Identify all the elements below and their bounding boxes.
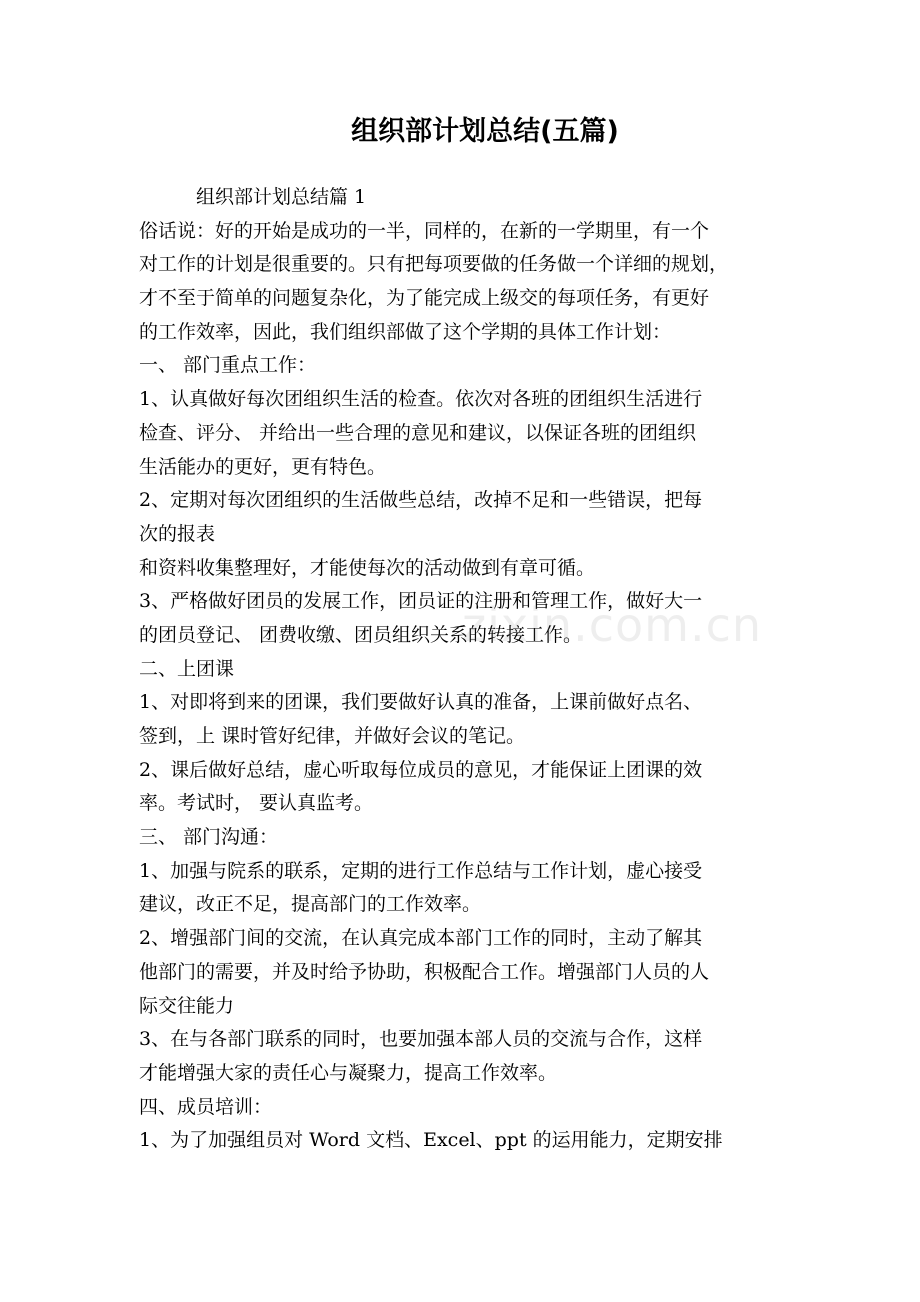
paragraph-line: 和资料收集整理好，才能使每次的活动做到有章可循。 [139, 556, 596, 579]
paragraph-line: 他部门的需要，并及时给予协助，积极配合工作。增强部门人员的人 [139, 960, 710, 983]
paragraph-line: 对工作的计划是很重要的。只有把每项要做的任务做一个详细的规划， [139, 253, 729, 276]
section-heading: 组织部计划总结篇 1 [196, 186, 367, 208]
list-heading: 四、成员培训： [139, 1095, 273, 1118]
paragraph-line: 才不至于简单的问题复杂化，为了能完成上级交的每项任务，有更好 [139, 287, 710, 310]
paragraph-line: 才能增强大家的责任心与凝聚力，提高工作效率。 [139, 1061, 558, 1084]
paragraph-line: 生活能办的更好，更有特色。 [139, 455, 387, 478]
document-body [139, 181, 799, 1158]
watermark: zixin.com.cn [462, 598, 763, 652]
list-heading: 三、 部门沟通： [139, 826, 279, 849]
paragraph-line: 的工作效率，因此，我们组织部做了这个学期的具体工作计划： [139, 320, 672, 343]
paragraph-line: 建议，改正不足，提高部门的工作效率。 [139, 893, 482, 916]
list-heading: 一、 部门重点工作： [139, 354, 317, 377]
paragraph-line: 3、严格做好团员的发展工作，团员证的注册和管理工作，做好大一 [139, 590, 703, 613]
paragraph-line: 次的报表 [139, 522, 216, 545]
paragraph-line: 的团员登记、 团费收缴、团员组织关系的转接工作。 [139, 623, 583, 646]
paragraph-line: 率。考试时， 要认真监考。 [139, 792, 374, 815]
paragraph-line: 2、定期对每次团组织的生活做些总结，改掉不足和一些错误，把每 [139, 489, 703, 512]
paragraph-line: 俗话说：好的开始是成功的一半，同样的，在新的一学期里，有一个 [139, 219, 710, 242]
paragraph-line: 3、在与各部门联系的同时，也要加强本部人员的交流与合作，这样 [139, 1028, 703, 1051]
paragraph-line: 检查、评分、 并给出一些合理的意见和建议，以保证各班的团组织 [139, 421, 697, 444]
paragraph-line: 签到，上 课时管好纪律，并做好会议的笔记。 [139, 725, 526, 747]
paragraph-line: 1、为了加强组员对 Word 文档、Excel、ppt 的运用能力，定期安排 [139, 1129, 723, 1152]
paragraph-line: 1、认真做好每次团组织生活的检查。依次对各班的团组织生活进行 [139, 388, 703, 411]
list-heading: 二、上团课 [139, 657, 235, 680]
paragraph-line: 2、增强部门间的交流，在认真完成本部门工作的同时，主动了解其 [139, 927, 703, 950]
document-title: 组织部计划总结(五篇) [351, 116, 619, 147]
paragraph-line: 1、加强与院系的联系，定期的进行工作总结与工作计划，虚心接受 [139, 859, 703, 882]
paragraph-line: 1、对即将到来的团课，我们要做好认真的准备，上课前做好点名、 [139, 691, 703, 714]
paragraph-line: 际交往能力 [139, 994, 235, 1017]
paragraph-line: 2、课后做好总结，虚心听取每位成员的意见，才能保证上团课的效 [139, 758, 703, 781]
